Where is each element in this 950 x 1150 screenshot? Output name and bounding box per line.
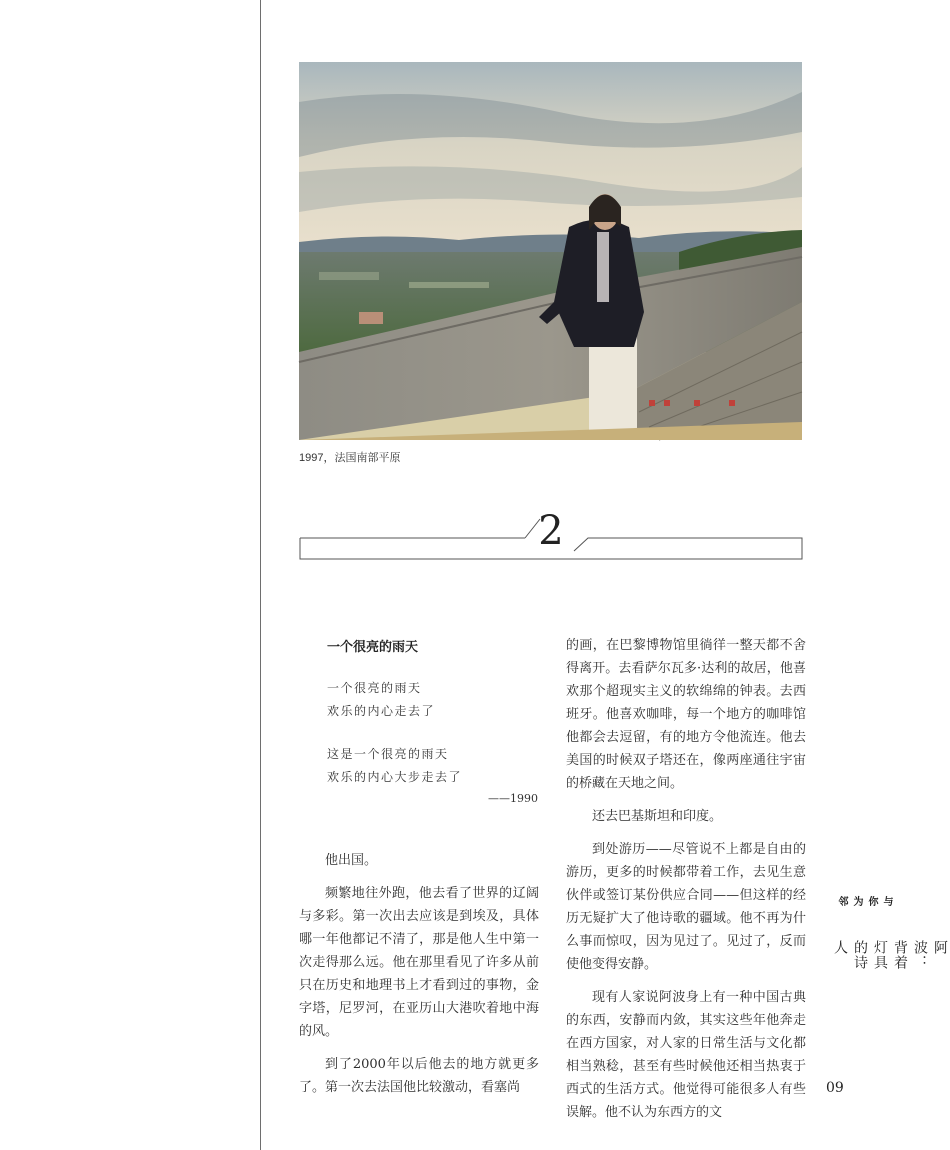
poem-date: ——1990 bbox=[488, 792, 538, 805]
body-column-right bbox=[566, 634, 806, 1134]
paragraph: 频繁地往外跑，他去看了世界的辽阔与多彩。第一次出去应该是到埃及，具体哪一年他都记不清了，那是他人生中第一次走得那么远。他在那里看见了许多从前只在历史和地理书上才看到过的事物，金字塔，尼罗河，在亚历山大港吹着地中海的风。 bbox=[299, 886, 539, 1039]
section-number: 2 bbox=[538, 508, 564, 554]
photo bbox=[299, 62, 802, 440]
poem-line: 这是一个很亮的雨天 bbox=[327, 747, 449, 761]
poem-stanza bbox=[327, 743, 539, 789]
poem-line: 欢乐的内心走去了 bbox=[327, 704, 436, 718]
running-head-section: 与你为邻 bbox=[836, 896, 892, 906]
poem bbox=[327, 636, 539, 809]
gutter-rule bbox=[260, 0, 261, 1150]
poem-line: 欢乐的内心大步走去了 bbox=[327, 770, 463, 784]
paragraph: 的画，在巴黎博物馆里徜徉一整天都不舍得离开。去看萨尔瓦多·达利的故居，他喜欢那个超现实主义的软绵绵的钟表。去西班牙。他喜欢咖啡，每一个地方的咖啡馆他都会去逗留，有的地方令他流连。他去美国的时候双子塔还在，像两座通往宇宙的桥藏在天地之间。 bbox=[566, 638, 806, 791]
page-number: 09 bbox=[826, 1080, 844, 1096]
body-column-left bbox=[299, 849, 539, 1109]
photo-image bbox=[299, 62, 802, 440]
paragraph: 还去巴基斯坦和印度。 bbox=[592, 809, 723, 824]
paragraph: 到处游历——尽管说不上都是自由的游历，更多的时候都带着工作，去见生意伙伴或签订某份供应合同——但这样的经历无疑扩大了他诗歌的疆域。他不再为什么事而惊叹，因为见过了。见过了，反而使他变得安静。 bbox=[566, 842, 806, 972]
poem-stanza bbox=[327, 677, 539, 723]
photo-caption: 1997，法国南部平原 bbox=[299, 452, 401, 464]
paragraph: 到了2000年以后他去的地方就更多了。第一次去法国他比较激动，看塞尚 bbox=[299, 1057, 539, 1095]
running-head-title: 阿波：背着灯具的诗人 bbox=[832, 940, 948, 970]
poem-title: 一个很亮的雨天 bbox=[327, 639, 419, 654]
paragraph: 现有人家说阿波身上有一种中国古典的东西，安静而内敛，其实这些年他奔走在西方国家，对人家的日常生活与文化都相当熟稔，甚至有些时候他还相当热衷于西式的生活方式。他觉得可能很多人有些误解。他不认为东西方的文 bbox=[566, 990, 806, 1120]
poem-line: 一个很亮的雨天 bbox=[327, 681, 422, 695]
paragraph: 他出国。 bbox=[325, 853, 378, 868]
